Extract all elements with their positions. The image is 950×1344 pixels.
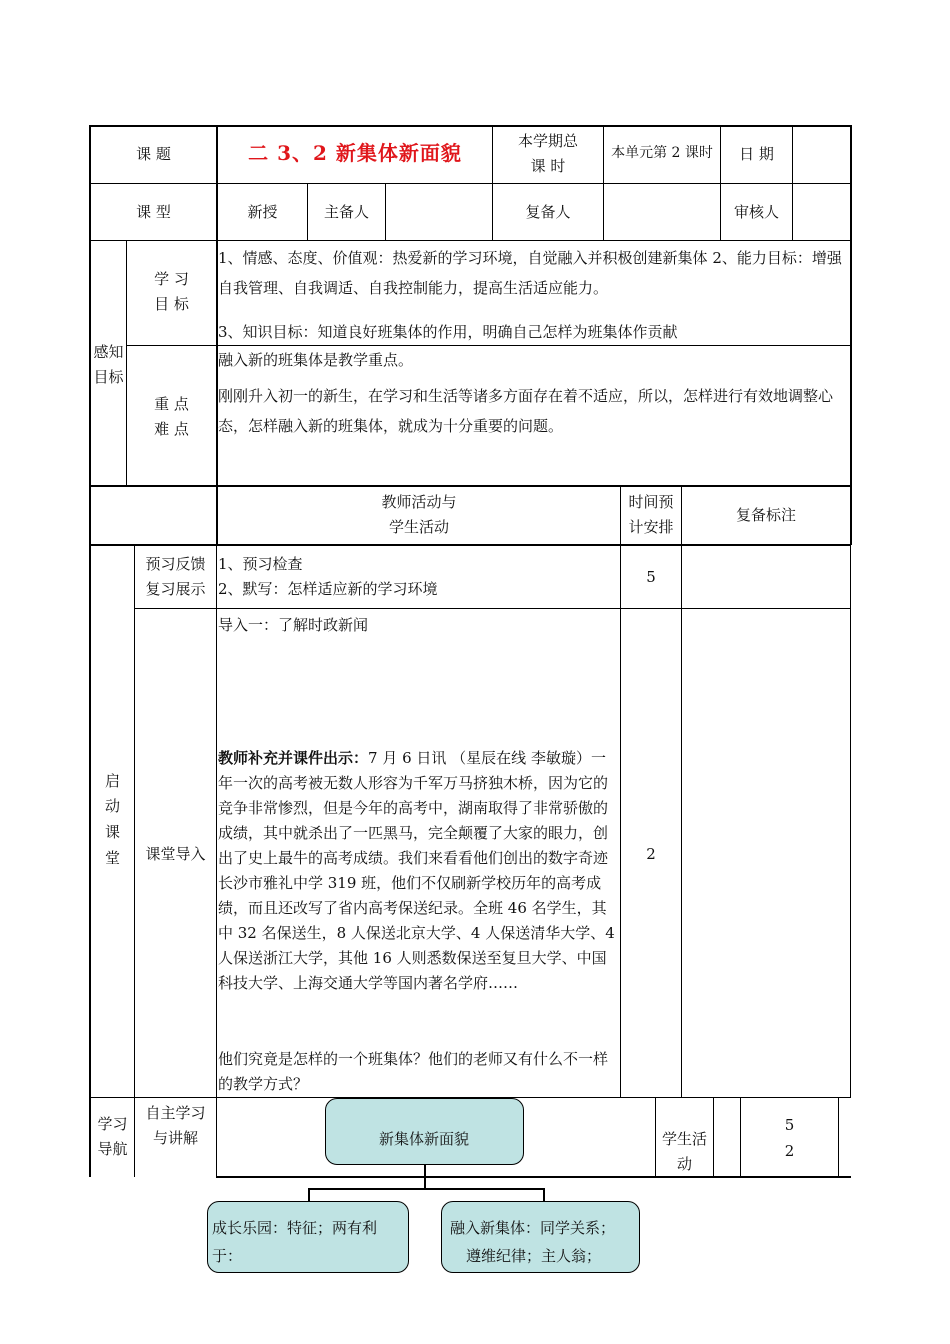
intro-body xyxy=(218,746,620,1046)
mindmap-left xyxy=(207,1201,409,1273)
mindmap-right-label-2: 遵维纪律；主人翁； xyxy=(466,1247,602,1265)
type-value: 新授 xyxy=(247,203,278,221)
col-activity-2: 学生活动 xyxy=(388,518,449,536)
row-line xyxy=(134,608,851,609)
section-start-3: 课 xyxy=(104,823,120,841)
intro-heading: 导入一：了解时政新闻 xyxy=(218,616,369,634)
col-time-2: 计安排 xyxy=(628,518,674,536)
label-preview: 预习反馈 xyxy=(145,555,206,573)
mindmap-root xyxy=(325,1098,524,1165)
col-line xyxy=(740,1097,741,1177)
goals-text-3: 3、知识目标：知道良好班集体的作用，明确自己怎样为班集体作贡献 xyxy=(218,323,678,341)
label-co-prep: 复备人 xyxy=(525,203,571,221)
col-line xyxy=(792,125,793,240)
section-perception: 感知 xyxy=(93,343,124,361)
row-line xyxy=(216,1176,851,1178)
intro-time: 2 xyxy=(646,845,656,863)
row-line xyxy=(89,183,851,184)
section-start-4: 堂 xyxy=(104,849,120,867)
nav-time-2: 2 xyxy=(784,1142,795,1160)
mindmap-right xyxy=(441,1201,640,1273)
col-line xyxy=(681,486,682,1097)
label-self-study-2: 与讲解 xyxy=(152,1129,198,1147)
row-line xyxy=(89,485,851,487)
label-self-study: 自主学习 xyxy=(145,1104,206,1122)
mindmap-root-label: 新集体新面貌 xyxy=(378,1130,469,1148)
col-line xyxy=(838,1097,839,1177)
key-text-2: 刚刚升入初一的新生，在学习和生活等诸多方面存在着不适应，所以，怎样进行有效地调整心态，怎样融入新的班集体，就成为十分重要的问题。 xyxy=(218,387,834,435)
label-intro: 课堂导入 xyxy=(145,845,206,863)
preview-time: 5 xyxy=(646,568,656,586)
row-line xyxy=(89,544,851,546)
unit-lesson: 本单元第 2 课时 xyxy=(611,145,713,161)
section-perception-2: 目标 xyxy=(93,368,124,386)
label-student-activity-2: 动 xyxy=(676,1155,692,1173)
nav-time-1: 5 xyxy=(784,1116,795,1134)
label-main-prep: 主备人 xyxy=(323,203,369,221)
mindmap-left-label-2: 于： xyxy=(212,1247,243,1265)
mindmap-left-label: 成长乐园：特征；两有利 xyxy=(212,1219,378,1237)
label-date: 日 期 xyxy=(739,145,774,163)
col-line xyxy=(385,183,386,240)
col-time: 时间预 xyxy=(628,493,674,511)
label-total-hours: 本学期总 xyxy=(517,132,578,150)
section-nav-2: 导航 xyxy=(97,1140,128,1158)
mindmap-connector xyxy=(308,1188,310,1202)
intro-question: 他们究竟是怎样的一个班集体？他们的老师又有什么不一样的教学方式？ xyxy=(218,1050,609,1093)
label-total-hours-2: 课 时 xyxy=(530,157,566,175)
col-activity: 教师活动与 xyxy=(381,493,457,511)
row-line xyxy=(126,345,851,346)
section-nav: 学习 xyxy=(97,1115,128,1133)
table-top-border xyxy=(89,125,851,127)
label-key: 重 点 xyxy=(154,395,189,413)
intro-bold: 教师补充并课件出示： xyxy=(218,749,369,767)
row-line xyxy=(89,240,851,241)
label-reviewer: 审核人 xyxy=(733,203,779,221)
col-notes: 复备标注 xyxy=(735,506,796,524)
col-line xyxy=(603,125,604,240)
mindmap-right-label: 融入新集体：同学关系； xyxy=(450,1219,616,1237)
col-line xyxy=(216,545,217,1177)
key-text-1: 融入新的班集体是教学重点。 xyxy=(218,351,414,369)
label-goals-2: 目 标 xyxy=(154,295,189,313)
label-topic: 课 题 xyxy=(136,145,171,163)
section-start-1: 启 xyxy=(104,772,120,790)
label-goals: 学 习 xyxy=(154,270,189,288)
table-left-border xyxy=(89,125,91,1177)
mindmap-connector xyxy=(308,1188,545,1190)
table-right-border xyxy=(850,125,852,545)
preview-item-1: 1、预习检查 xyxy=(218,555,303,573)
section-start-2: 动 xyxy=(104,797,120,815)
label-preview-2: 复习展示 xyxy=(145,580,206,598)
label-type: 课 型 xyxy=(136,203,171,221)
mindmap-connector xyxy=(424,1165,426,1189)
col-line xyxy=(713,1097,714,1177)
mindmap-connector xyxy=(543,1188,545,1202)
intro-text: 7 月 6 日讯 （星辰在线 李敏璇）一年一次的高考被无数人形容为千军万马挤独木桥，因为它的竞争非常惨烈，但是今年的高考中，湖南取得了非常骄傲的成绩，其中就杀出了一匹黑马，完全颠覆了大家的眼力，创出了史上最牛的高考成绩。我们来看看他们创出的数字奇迹长沙市雅礼中学 319 班，他们不仅刷新学校历年的高考成绩，而且还改写了省内高考保送纪录。全班 46 名学生，其中 32 名保送生，8 人保送北京大学、4 人保送清华大学、4 人保送浙江大学，其他 16 人则悉数保送至复旦大学、中国科技大学、上海交通大学等国内著名学府…… xyxy=(218,749,615,992)
preview-item-2: 2、默写：怎样适应新的学习环境 xyxy=(218,580,438,598)
label-student-activity: 学生活 xyxy=(661,1130,707,1148)
table-right-border xyxy=(850,545,851,1098)
lesson-title: 二 3、2 新集体新面貌 xyxy=(248,141,462,165)
col-line xyxy=(720,125,721,240)
goals-text: 1、情感、态度、价值观：热爱新的学习环境，自觉融入并积极创建新集体 2、能力目标：增强自我管理、自我调适、自我控制能力，提高生活适应能力。 xyxy=(218,249,842,297)
label-key-2: 难 点 xyxy=(154,420,189,438)
